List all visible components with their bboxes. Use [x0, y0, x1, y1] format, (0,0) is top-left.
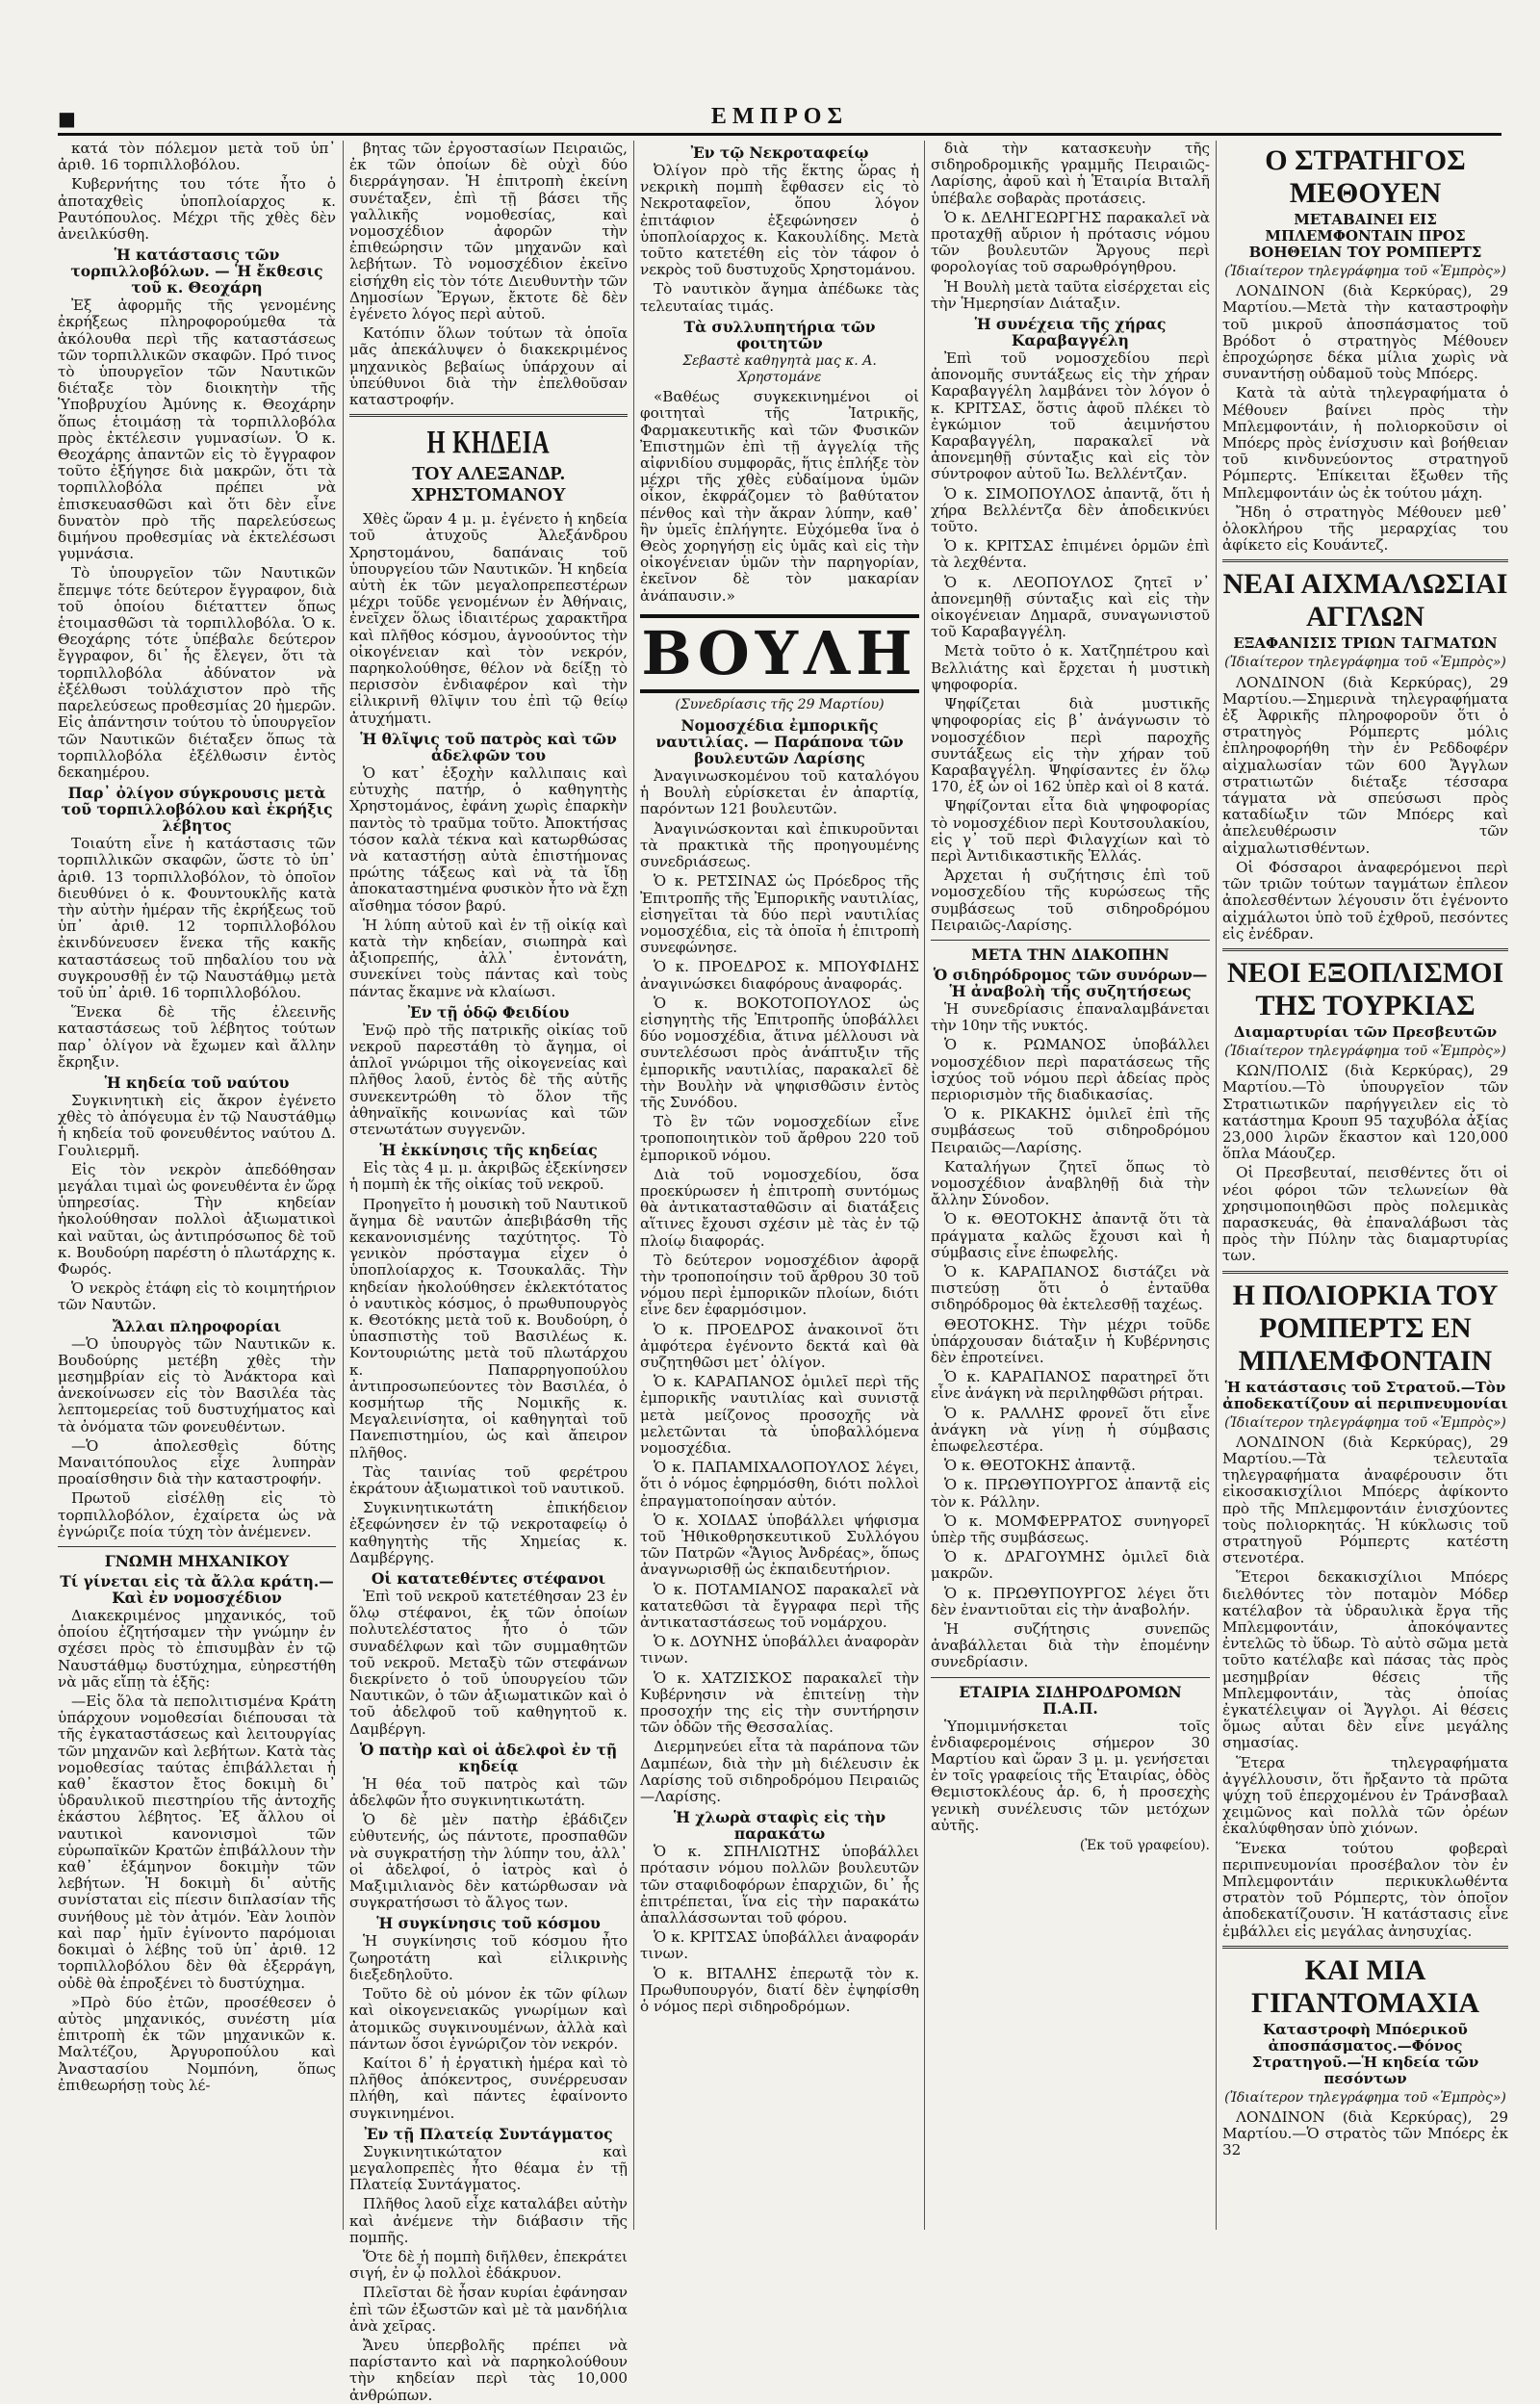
- paragraph: Ὁ κ. ΒΙΤΑΛΗΣ ἐπερωτᾷ τὸν κ. Πρωθυπουργόν, διατί δὲν ἐψηφίσθη ὁ νόμος περὶ σιδηροδρόμων.: [640, 1964, 919, 2016]
- news-headline: Ο ΣΤΡΑΤΗΓΟΣ ΜΕΘΟΥΕΝ: [1265, 144, 1466, 209]
- paragraph: ΘΕΟΤΟΚΗΣ. Τὴν μέχρι τοῦδε ὑπάρχουσαν διάταξιν ἡ Κυβέρνησις δὲν ἐπροτείνει.: [931, 1315, 1210, 1366]
- paragraph: Ὁ νεκρὸς ἐτάφη εἰς τὸ κοιμητήριον τῶν Ναυτῶν.: [58, 1280, 336, 1314]
- paragraph: Οἱ Φόσσαροι ἀναφερόμενοι περὶ τῶν τριῶν τούτων ταγμάτων ἐπλεον ἀπολεσθέντων λέγουσιν ὅτι ἐγένοντο αἰχμάλωτοι ὑπὸ τοῦ ἐχθροῦ, πεσόντες εἰς ἐνέδραν.: [1222, 858, 1508, 943]
- paragraph: Πλεῖσται δὲ ἦσαν κυρίαι ἐφάνησαν ἐπὶ τῶν ἐξωστῶν καὶ μὲ τὰ μανδήλια ἀνὰ χεῖρας.: [349, 2284, 628, 2335]
- paragraph: Ὁ κ. ΡΑΛΛΗΣ φρονεῖ ὅτι εἶνε ἀνάγκη νὰ γίνῃ ἡ σύμβασις ἐπωφελεστέρα.: [931, 1404, 1210, 1456]
- paragraph: Ὁ κ. ΔΕΛΗΓΕΩΡΓΗΣ παρακαλεῖ νὰ προταχθῇ αὔριον ἡ πρότασις νόμου τῶν βουλευτῶν Ἄργους περὶ φορολογίας τοῦ σαρωθρόγηθρου.: [931, 208, 1210, 276]
- paragraph: Τοιαύτη εἶνε ἡ κατάστασις τῶν τορπιλλικῶν σκαφῶν, ὥστε τὸ ὑπ᾽ ἀριθ. 13 τορπιλλοβόλον, τὸ ὁποῖον διευθύνει ὁ κ. Φουντουκλῆς κατὰ τὴν αὐτὴν ἡμέραν τῆς ἐκρήξεως τοῦ ὑπ᾽ ἀριθ. 12 τορπιλλοβόλου ἐκινδύνευσεν ἕνεκα τῆς κακῆς καταστάσεως τοῦ πηδαλίου του νὰ συγκρουσθῇ ἐν τῷ Ναυστάθμῳ μετὰ τοῦ ὑπ᾽ ἀριθ. 16 τορπιλλοβόλου.: [58, 835, 336, 1001]
- paragraph: Πρωτοῦ εἰσέλθῃ εἰς τὸ τορπιλλοβόλον, ἐχαίρετα ὡς νὰ ἐγνώριζε ποία τύχη τὸν ἀνέμενεν.: [58, 1489, 336, 1540]
- paragraph: Χθὲς ὥραν 4 μ. μ. ἐγένετο ἡ κηδεία τοῦ ἀτυχοῦς Ἀλεξάνδρου Χρηστομάνου, δαπάναις τοῦ ὑπουργείου τῶν Ναυτικῶν. Ἡ κηδεία αὐτὴ ἐκ τῶν μεγαλοπρεπεστέρων μέχρι τοῦδε γενομένων ἐν Ἀθήναις, ἐνεῖχεν ὅλως ἰδιαιτέρως χαρακτῆρα καὶ πλῆθος κόσμου, ἀγνοούντος τὴν οἰκογένειαν καὶ τὸν νεκρόν, παρηκολούθησε, θέλον νὰ δείξῃ τὸ περισσὸν ἐνδιαφέρον καὶ τὴν εἰλικρινῆ θλῖψιν του ἐπὶ τῷ θείῳ ἀτυχήματι.: [349, 510, 628, 727]
- news-subheadline: ΜΕΤΑΒΑΙΝΕΙ ΕΙΣ ΜΠΛΕΜΦΟΝΤΑΙΝ ΠΡΟΣ ΒΟΗΘΕΙΑΝ ΤΟΥ ΡΟΜΠΕΡΤΣ: [1248, 211, 1482, 261]
- news-subheadline: Καταστροφὴ Μπόερικοῦ ἀποσπάσματος.—Φόνος Στρατηγοῦ.—Ἡ κηδεία τῶν πεσόντων: [1251, 2020, 1479, 2087]
- paragraph: Ὁ κ. ΘΕΟΤΟΚΗΣ ἀπαντᾷ ὅτι τὰ πράγματα καλῶς ἔχουσι καὶ ἡ σύμβασις εἶνε ἐπωφελής.: [931, 1210, 1210, 1261]
- paragraph: Ἡ συνεδρίασις ἐπαναλαμβάνεται τὴν 10ην τῆς νυκτός.: [931, 999, 1210, 1035]
- paragraph: —Ὁ ὑπουργὸς τῶν Ναυτικῶν κ. Βουδούρης μετέβη χθὲς τὴν μεσημβρίαν εἰς τὸ Ἀνάκτορα καὶ ἀνεκοίνωσεν εἰς τὸν Βασιλέα τὰς λεπτομερείας τοῦ δυστυχήματος καὶ τὰ ὀνόματα τῶν φονευθέντων.: [58, 1334, 336, 1435]
- paragraph: Ὁ κ. ΠΡΩΘΥΠΟΥΡΓΟΣ ἀπαντᾷ εἰς τὸν κ. Ράλλην.: [931, 1476, 1210, 1511]
- paragraph: Τὸ ναυτικὸν ἄγημα ἀπέδωκε τὰς τελευταίας τιμάς.: [640, 280, 919, 315]
- paragraph: Ἐπὶ τοῦ νομοσχεδίου περὶ ἀπονομῆς συντάξεως εἰς τὴν χήραν Καραβαγγέλη λαμβάνει τὸν λόγον ὁ κ. ΚΡΙΤΣΑΣ, ὅστις ἀφοῦ πλέκει τὸ ἐγκώμιον τοῦ ἀειμνήστου Καραβαγγέλη, παρακαλεῖ νὰ ἀπονεμηθῇ σύνταξις καὶ εἰς τὸν σύντροφον αὐτοῦ Ἰω. Βελλέντζαν.: [931, 349, 1210, 483]
- paragraph: Συγκινητικωτάτη ἐπικήδειον ἐξεφώνησεν ἐν τῷ νεκροταφείῳ ὁ καθηγητὴς τῆς Χημείας κ. Δαμβέργης.: [349, 1499, 628, 1566]
- paragraph: Ὁ κ. ΜΟΜΦΕΡΡΑΤΟΣ συνηγορεῖ ὑπὲρ τῆς συμβάσεως.: [931, 1512, 1210, 1547]
- paragraph: βητας τῶν ἐργοστασίων Πειραιῶς, ἐκ τῶν ὁποίων δὲ οὐχὶ δύο διερράγησαν. Ἡ ἐπιτροπὴ ἐκείνη συνέταξεν, ἐπὶ τῇ βάσει τῆς γαλλικῆς νομοθεσίας, καὶ νομοσχέδιον ἀφορῶν τὴν ἐπιθεώρησιν τῶν μηχανῶν καὶ λεβήτων. Τὸ νομοσχέδιον ἐκεῖνο εἰσήχθη εἰς τὸν τότε Διευθυντὴν τῶν Δημοσίων Ἔργων, ἔκτοτε δὲ δὲν ἐγένετο λόγος περὶ αὐτοῦ.: [349, 140, 628, 323]
- paragraph: Τὰς ταινίας τοῦ φερέτρου ἐκράτουν ἀξιωματικοὶ τοῦ ναυτικοῦ.: [349, 1462, 628, 1498]
- section-heading: Ἐν τῇ ὁδῷ Φειδίου: [407, 1002, 570, 1021]
- paragraph: Τὸ ὑπουργεῖον τῶν Ναυτικῶν ἔπεμψε τότε δεύτερον ἔγγραφον, διὰ τοῦ ὁποίου διέταττεν ὅπως ἑτοιμασθῶσι τὰ τορπιλλοβόλα. Ὁ κ. Θεοχάρης τότε ὑπέβαλε δεύτερον ἔγγραφον, δι᾽ ἧς ἔλεγεν, ὅτι τὰ τορπιλλοβόλα ἀδύνατον νὰ ἐξέλθωσι τοὐλάχιστον πρὸ τῆς παρελεύσεως προθεσμίας 20 ἡμερῶν. Εἰς ἀπάντησιν τούτου τὸ ὑπουργεῖον τῶν Ναυτικῶν διέταξεν ὅπως τὰ τορπιλλοβόλα ἐξέλθωσιν ἐντὸς δεκαημέρου.: [58, 564, 336, 781]
- paragraph: κατά τὸν πόλεμον μετὰ τοῦ ὑπ᾽ ἀριθ. 16 τορπιλλοβόλου.: [58, 140, 336, 174]
- paragraph: Διακεκριμένος μηχανικός, τοῦ ὁποίου ἐζητήσαμεν τὴν γνώμην ἐν σχέσει πρὸς τὸ ἐπισυμβὰν ἐν τῷ Ναυστάθμῳ δυστύχημα, εὐηρεστήθη νὰ μᾶς εἴπῃ τὰ ἑξῆς:: [58, 1607, 336, 1691]
- paragraph: Ἀρχεται ἡ συζήτησις ἐπὶ τοῦ νομοσχεδίου τῆς κυρώσεως τῆς συμβάσεως τοῦ σιδηροδρόμου Πειραιῶς-Λαρίσης.: [931, 866, 1210, 934]
- paragraph: Ὁ κ. ΠΡΟΕΔΡΟΣ κ. ΜΠΟΥΦΙΔΗΣ ἀναγινώσκει διαφόρους ἀναφοράς.: [640, 958, 919, 993]
- subheading: (Ἰδιαίτερον τηλεγράφημα τοῦ «Ἐμπρὸς»): [1224, 1043, 1506, 1059]
- paragraph: Ὁ κ. ΒΟΚΟΤΟΠΟΥΛΟΣ ὡς εἰσηγητὴς τῆς Ἐπιτροπῆς ὑποβάλλει δύο νομοσχέδια, ἅτινα μέλλουσι νὰ συντελέσωσι πρὸς ἀνάπτυξιν τῆς ἐμπορικῆς ναυτιλίας, παρακαλεῖ δὲ τὴν Βουλὴν νὰ ψηφισθῶσιν ἐντὸς τῆς Συνόδου.: [640, 994, 919, 1111]
- news-headline: ΚΑΙ ΜΙΑ ΓΙΓΑΝΤΟΜΑΧΙΑ: [1250, 1953, 1479, 2019]
- paragraph: Ἐνῷ πρὸ τῆς πατρικῆς οἰκίας τοῦ νεκροῦ παρεστάθη τὸ ἄγημα, οἱ ἁπλοῖ γνώριμοι τῆς οἰκογενείας καὶ πλῆθος λαοῦ, ἐντὸς δὲ τῆς αὐτῆς συνεκεντρώθη τὸ ὅλον τῆς ἀθηναϊκῆς κοινωνίας καὶ τῶν στενωτάτων συγγενῶν.: [349, 1021, 628, 1138]
- section-heading: Ὁ σιδηρόδρομος τῶν συνόρων—Ἡ ἀναβολὴ τῆς συζητήσεως: [933, 965, 1208, 1000]
- paragraph: Ἡ Βουλὴ μετὰ ταῦτα εἰσέρχεται εἰς τὴν Ἡμερησίαν Διάταξιν.: [931, 277, 1210, 312]
- subheading: (Συνεδρίασις τῆς 29 Μαρτίου): [675, 696, 885, 712]
- newspaper-title: ΕΜΠΡΟΣ: [710, 104, 849, 129]
- paragraph: Ὁ κ. ΚΡΙΤΣΑΣ ὑποβάλλει ἀναφοράν τινων.: [640, 1928, 919, 1963]
- paragraph: Ὁ κ. ΚΡΙΤΣΑΣ ἐπιμένει ὁρμῶν ἐπὶ τὰ λεχθέντα.: [931, 537, 1210, 572]
- paragraph: Ὁ κ. ΔΟΥΝΗΣ ὑποβάλλει ἀναφορὰν τινων.: [640, 1633, 919, 1667]
- paragraph: Ψηφίζονται εἶτα διὰ ψηφοφορίας τὸ νομοσχέδιον περὶ Κουτσουλακίου, εἰς γ᾽ τοῦ περὶ Φιλαγχίων καὶ τὸ περὶ Ἀντιδικαστικῆς Ἑλλάς.: [931, 797, 1210, 865]
- section-heading: Ἡ κηδεία τοῦ ναύτου: [104, 1073, 290, 1092]
- subheading: (Ἰδιαίτερον τηλεγράφημα τοῦ «Ἐμπρὸς»): [1224, 655, 1506, 671]
- paragraph: Ὁ κ. ΚΑΡΑΠΑΝΟΣ παρατηρεῖ ὅτι εἶνε ἀνάγκη νὰ περιληφθῶσι ρήτραι.: [931, 1368, 1210, 1403]
- section-heading: Τὰ συλλυπητήρια τῶν φοιτητῶν: [683, 317, 876, 352]
- paragraph: Ὁ κ. ΠΡΟΕΔΡΟΣ ἀνακοινοῖ ὅτι ἀμφότερα ἐγένοντο δεκτά καὶ θὰ συζητηθῶσι μετ᾽ ὀλίγον.: [640, 1320, 919, 1371]
- paragraph: Συγκινητικὴ εἰς ἄκρον ἐγένετο χθὲς τὸ ἀπόγευμα ἐν τῷ Ναυστάθμῳ ἡ κηδεία τοῦ φονευθέντος ναύτου Δ. Γουλιερμῆ.: [58, 1091, 336, 1159]
- paragraph: Ὁ κ. ΣΙΜΟΠΟΥΛΟΣ ἀπαντᾷ, ὅτι ἡ χήρα Βελλέντζα δὲν ἀποδεικνύει τοῦτο.: [931, 484, 1210, 536]
- columns: [58, 140, 1508, 2404]
- paragraph: Ὁ δὲ μὲν πατὴρ ἐβάδιζεν εὐθυτενής, ὡς πάντοτε, προσπαθῶν νὰ συγκρατήσῃ τὴν λύπην του, ἀλλ᾽ οἱ ἀδελφοί, ὁ ἰατρὸς καὶ ὁ Μαξιμιλιανὸς δὲν κατώρθωσαν νὰ συγκρατήσωσι τὸ ἄλγος των.: [349, 1811, 628, 1912]
- section-heading: Ἡ θλῖψις τοῦ πατρὸς καὶ τῶν ἀδελφῶν του: [360, 729, 617, 764]
- double-divider: [1222, 559, 1508, 562]
- paragraph: Οἱ Πρεσβευταί, πεισθέντες ὅτι οἱ νέοι φόροι τῶν τελωνείων θὰ χρησιμοποιηθῶσι πρὸς πολεμικὰς παρασκευάς, θὰ ἐπαναλάβωσι τὰς πρὸς τὴν Πύλην τὰς διαμαρτυρίας των.: [1222, 1164, 1508, 1265]
- paragraph: ΛΟΝΔΙΝΟΝ (διὰ Κερκύρας), 29 Μαρτίου.—Τὰ τελευταῖα τηλεγραφήματα ἀναφέρουσιν ὅτι εἰκοσακισχίλιοι Μπόερς ἀφίκοντο πρὸ τῆς Μπλεμφοντάιν ἐνισχύοντες τοὺς πολιορκητάς. Ἡ κύκλωσις τοῦ στρατηγοῦ Ρόμπερτς κατέστη στενοτέρα.: [1222, 1433, 1508, 1567]
- section-heading: Ἡ χλωρὰ σταφὶς εἰς τὴν παρακάτω: [673, 1808, 886, 1844]
- section-heading: Ἡ συνέχεια τῆς χήρας Καραβαγγέλη: [974, 315, 1167, 350]
- column-1: [58, 141, 342, 2230]
- divider: [58, 1546, 336, 1547]
- paragraph: Μετὰ τοῦτο ὁ κ. Χατζηπέτρου καὶ Βελλιάτης καὶ ἔρχεται ἡ μυστικὴ ψηφοφορία.: [931, 642, 1210, 693]
- paragraph: Κατόπιν ὅλων τούτων τὰ ὁποῖα μᾶς ἀπεκάλυψεν ὁ διακεκριμένος μηχανικὸς βεβαίως ὑπάρχουν αἱ ὑπεύθυνοι διὰ τὴν ἐπελθοῦσαν καταστροφήν.: [349, 324, 628, 409]
- paragraph: Πλῆθος λαοῦ εἶχε καταλάβει αὐτὴν καὶ ἀνέμενε τὴν διάβασιν τῆς πομπῆς.: [349, 2195, 628, 2246]
- section-heading: Ἄλλαι πληροφορίαι: [112, 1316, 282, 1335]
- section-heading: ΓΝΩΜΗ ΜΗΧΑΝΙΚΟΥ: [104, 1552, 290, 1571]
- section-heading: Νομοσχέδια ἐμπορικῆς ναυτιλίας. — Παράπονα τῶν βουλευτῶν Λαρίσης: [655, 716, 904, 768]
- double-divider: [1222, 948, 1508, 951]
- headline-sub: ΤΟΥ ΑΛΕΞΑΝΔΡ. ΧΡΗΣΤΟΜΑΝΟΥ: [410, 463, 567, 506]
- section-heading: Ἐν τῇ Πλατείᾳ Συντάγματος: [364, 2124, 613, 2143]
- paragraph: ΛΟΝΔΙΝΟΝ (διὰ Κερκύρας), 29 Μαρτίου.—Μετὰ τὴν καταστροφὴν τοῦ μικροῦ ἀποσπάσματος τοῦ Βρόδοτ ὁ στρατηγὸς Μέθουεν ἐπροχώρησε δέκα μίλια χωρὶς νὰ συναντήσῃ οὐδαμοῦ τοὺς Μπόερς.: [1222, 282, 1508, 383]
- section-heading: ΜΕΤΑ ΤΗΝ ΔΙΑΚΟΠΗΝ: [971, 944, 1169, 964]
- paragraph: Ἄνευ ὑπερβολῆς πρέπει νὰ παρίσταντο καὶ νὰ παρηκολούθουν τὴν κηδείαν περὶ τὰς 10,000 ἀνθρώπων.: [349, 2336, 628, 2404]
- paragraph: Ἐπὶ τοῦ νεκροῦ κατετέθησαν 23 ἐν ὅλῳ στέφανοι, ἐκ τῶν ὁποίων πολυτελέστατος ἦτο ὁ τῶν συναδέλφων καὶ τῶν συμμαθητῶν τοῦ νεκροῦ. Μεταξὺ τῶν στεφάνων διεκρίνετο ὁ τοῦ ὑπουργείου τῶν Ναυτικῶν, ὁ τῶν ἀξιωματικῶν καὶ ὁ τοῦ ἀδελφοῦ τοῦ καθηγητοῦ κ. Δαμβέργη.: [349, 1588, 628, 1738]
- news-headline: ΝΕΑΙ ΑΙΧΜΑΛΩΣΙΑΙ ΑΓΓΛΩΝ: [1222, 568, 1508, 633]
- section-heading: Τί γίνεται εἰς τὰ ἄλλα κράτη.—Καὶ ἐν νομοσχέδιον: [60, 1572, 334, 1608]
- paragraph: Ὁ κ. ΠΑΠΑΜΙΧΑΛΟΠΟΥΛΟΣ λέγει, ὅτι ὁ νόμος ἐφηρμόσθη, διότι πολλοὶ ἐπραγματοποίησαν αὐτόν.: [640, 1459, 919, 1510]
- paragraph: Τοῦτο δὲ οὐ μόνον ἐκ τῶν φίλων καὶ οἰκογενειακῶς γνωρίμων καὶ ἀτομικῶς συγκινουμένων, ἀλλὰ καὶ πάντων ὅσοι ἐγνώριζον τὸν νεκρόν.: [349, 1985, 628, 2053]
- paragraph: Τὸ δεύτερον νομοσχέδιον ἀφορᾷ τὴν τροποποίησιν τοῦ ἄρθρου 30 τοῦ νόμου περὶ ἐμπορικῶν πλοίων, διότι εἶνε δεν ἐφαρμόσιμον.: [640, 1251, 919, 1319]
- paragraph: Ὁ κ. ΘΕΟΤΟΚΗΣ ἀπαντᾷ.: [944, 1457, 1136, 1475]
- paragraph: Ἀναγινωσκομένου τοῦ καταλόγου ἡ Βουλὴ εὑρίσκεται ἐν ἀπαρτίᾳ, παρόντων 121 βουλευτῶν.: [640, 767, 919, 818]
- paragraph: Ὁ κ. ΚΑΡΑΠΑΝΟΣ ὁμιλεῖ περὶ τῆς ἐμπορικῆς ναυτιλίας καὶ συνιστᾷ μετὰ μείζονος προσοχῆς νὰ μελετῶνται τὰ ὑποβαλλόμενα νομοσχέδια.: [640, 1373, 919, 1457]
- double-divider: [1222, 1271, 1508, 1274]
- column-3: [633, 141, 925, 2230]
- column-5: [1216, 141, 1508, 2230]
- paragraph: Τὸ ἓν τῶν νομοσχεδίων εἶνε τροποποιητικὸν τοῦ ἄρθρου 220 τοῦ ἐμπορικοῦ νόμου.: [640, 1113, 919, 1164]
- paragraph: Ὁ κ. ΡΕΤΣΙΝΑΣ ὡς Πρόεδρος τῆς Ἐπιτροπῆς τῆς Ἐμπορικῆς ναυτιλίας, εἰσηγεῖται τὰ δύο περὶ ναυτιλίας νομοσχέδια, εἰς τὰ ὁποῖα ἡ ἐπιτροπὴ συνεφώνησε.: [640, 872, 919, 957]
- paragraph: Καίτοι δ᾽ ἡ ἐργατικὴ ἡμέρα καὶ τὸ πλῆθος ἀπόκεντρος, συνέρρευσαν πλήθη, καὶ πάντες ἐφαίνοντο συγκινημένοι.: [349, 2054, 628, 2122]
- subheading: (Ἰδιαίτερον τηλεγράφημα τοῦ «Ἐμπρὸς»): [1224, 2089, 1506, 2106]
- paragraph: Συγκινητικώτατον καὶ μεγαλοπρεπὲς ἦτο θέαμα ἐν τῇ Πλατείᾳ Συντάγματος.: [349, 2142, 628, 2194]
- masthead: [58, 104, 1502, 136]
- paragraph: —Εἰς ὅλα τὰ πεπολιτισμένα Κράτη ὑπάρχουν νομοθεσίαι διέπουσαι τὰ τῆς ἐγκαταστάσεως καὶ λειτουργίας τῶν μηχανῶν καὶ λεβήτων. Κατὰ τὰς νομοθεσίας ταύτας ἐπιβάλλεται ἡ καθ᾽ ἕκαστον ἔτος δοκιμὴ δι᾽ ὑδραυλικοῦ πιεστηρίου τῆς ἀντοχῆς ἑκάστου λέβητος. Ἐξ ἄλλου οἱ ναυτικοὶ κανονισμοὶ τῶν εὐρωπαϊκῶν Κρατῶν ἐπιβάλλουν τὴν καθ᾽ ἑξάμηνον δοκιμὴν τῶν λεβήτων. Ἡ δοκιμὴ δι᾽ αὐτῆς συνίσταται εἰς πίεσιν διπλασίαν τῆς συνήθους μὲ τὸν ἀτμόν. Ἐὰν λοιπὸν καὶ παρ᾽ ἡμῖν ἐγίνοντο παρόμοιαι δοκιμαὶ ὁ λέβης τοῦ ὑπ᾽ ἀριθ. 12 τορπιλλοβόλου δὲν θὰ ἐξερράγη, οὐδὲ θὰ ἐπροξένει τὸ δυστύχημα.: [58, 1693, 336, 1992]
- news-subheadline: Ἡ κατάστασις τοῦ Στρατοῦ.—Τὸν ἀποδεκατίζουν αἱ περιπνευμονίαι: [1222, 1378, 1508, 1412]
- paragraph: Ὁ κατ᾽ ἐξοχὴν καλλιπαις καὶ εὐτυχὴς πατήρ, ὁ καθηγητὴς Χρηστομάνος, ἐφάνη χωρὶς ἐπαρκὴν παντὸς τὸ τραῦμα τοῦτο. Ἀποκτήσας τόσον καλὰ τέκνα καὶ κατωρθώσας νὰ καταστήσῃ αὐτὰ ἐπιστήμονας πρώτης τάξεως καὶ νὰ τὰ ἴδῃ ἀποκαταστημένα φυσικὸν ἦτο νὰ ἔχῃ αἴσθημα τόσον βαρύ.: [349, 763, 628, 915]
- paragraph: ΚΩΝ/ΠΟΛΙΣ (διὰ Κερκύρας), 29 Μαρτίου.—Τὸ ὑπουργεῖον τῶν Στρατιωτικῶν παρήγγειλεν εἰς τὸ κατάστημα Κρουπ 95 ταχυβόλα ἀξίας 23,000 λιρῶν ἕκαστον καὶ 120,000 ὅπλα Μάουζερ.: [1222, 1062, 1508, 1163]
- news-subheadline: ΕΞΑΦΑΝΙΣΙΣ ΤΡΙΩΝ ΤΑΓΜΑΤΩΝ: [1233, 634, 1498, 653]
- paragraph: Ἡ θέα τοῦ πατρὸς καὶ τῶν ἀδελφῶν ἦτο συγκινητικωτάτη.: [349, 1774, 628, 1810]
- double-divider: [1222, 1946, 1508, 1949]
- section-heading: Ἡ συγκίνησις τοῦ κόσμου: [376, 1914, 601, 1933]
- section-banner: ΒΟΥΛΗ: [640, 614, 919, 693]
- column-4: [924, 141, 1216, 2230]
- paragraph: Ὁ κ. ΧΟΙΔΑΣ ὑποβάλλει ψήφισμα τοῦ Ἠθικοθρησκευτικοῦ Συλλόγου τῶν Πατρῶν «Ἅγιος Ἀνδρέας», ὅπως ἀναγνωρισθῇ ὡς ἐκπαιδευτήριον.: [640, 1511, 919, 1579]
- paragraph: Ἕτερα τηλεγραφήματα ἀγγέλλουσιν, ὅτι ἤρξαντο τὰ πρῶτα ψύχη τοῦ ἐπερχομένου ἐν Τράνσβααλ χειμῶνος καὶ πολλὰ τῶν ὀρέων ἐκαλύφθησαν ὑπὸ χιόνων.: [1222, 1753, 1508, 1838]
- column-2: [343, 140, 633, 2404]
- paragraph: Ψηφίζεται διὰ μυστικῆς ψηφοφορίας εἰς β᾽ ἀνάγνωσιν τὸ νομοσχέδιον περὶ παροχῆς συντάξεως εἰς τὴν χήραν τοῦ Καραβαγγέλη. Ψηφίσαντες ἐν ὅλῳ 170, ἐξ ὧν οἱ 162 ὑπὲρ καὶ οἱ 8 κατά.: [931, 695, 1210, 796]
- paragraph: Ἡ συζήτησις συνεπῶς ἀναβάλλεται διὰ τὴν ἐπομένην συνεδρίασιν.: [931, 1620, 1210, 1671]
- paragraph: Ἕτεροι δεκακισχίλιοι Μπόερς διελθόντες τὸν ποταμὸν Μόδερ κατέλαβον τὰ ὑδραυλικὰ ἔργα τῆς Μπλεμφοντάιν, ἀποκόψαντες ἐντελῶς τὸ ὕδωρ. Τὸ αὐτὸ σῶμα μετὰ τοῦτο κατέλαβε καὶ πάσας τὰς πρὸς μεσημβρίαν θέσεις τῆς Μπλεμφοντάιν, τὰς ὁποίας ἐγκατέλειψαν οἱ Ἄγγλοι. Αἱ θέσεις ὅμως αὗται δὲν εἶνε μεγάλης σημασίας.: [1222, 1568, 1508, 1752]
- paragraph: Κυβερνήτης του τότε ἦτο ὁ ἀποταχθεὶς ὑποπλοίαρχος κ. Ραυτόπουλος. Μέχρι τῆς χθὲς δὲν ἀνειλκύσθη.: [58, 175, 336, 244]
- double-divider: [349, 414, 628, 417]
- paragraph: Ὁ κ. ΚΑΡΑΠΑΝΟΣ διστάζει νὰ πιστεύσῃ ὅτι ὁ ἐνταῦθα σιδηρόδρομος θὰ ἐκτελεσθῇ ταχέως.: [931, 1262, 1210, 1314]
- section-heading: Ἡ κατάστασις τῶν τορπιλλοβόλων. — Ἡ ἔκθεσις τοῦ κ. Θεοχάρη: [70, 246, 323, 297]
- paragraph: »Πρὸ δύο ἐτῶν, προσέθεσεν ὁ αὐτὸς μηχανικός, συνέστη μία ἐπιτροπὴ ἐκ τῶν μηχανικῶν κ. Μαλτέζου, Ἀργυροπούλου καὶ Ἀναστασίου Νομπόνη, ὅπως ἐπιθεωρήσῃ τοὺς λέ-: [58, 1993, 336, 2094]
- paragraph: Ἐξ ἀφορμῆς τῆς γενομένης ἐκρήξεως πληροφορούμεθα τὰ ἀκόλουθα περὶ τῆς καταστάσεως τῶν τορπιλλικῶν σκαφῶν. Πρό τινος τὸ ὑπουργεῖον τῶν Ναυτικῶν διέταξε τὸν διοικητὴν τῆς Ὑποβρυχίου Ἀμύνης κ. Θεοχάρην ὅπως ἑτοιμάσῃ τὰ τορπιλλοβόλα πρὸς ἐκτέλεσιν γυμνασίων. Ὁ κ. Θεοχάρης ἀπαντῶν εἰς τὸ ἔγγραφον τοῦτο ἐξήγησε διὰ μακρῶν, ὅτι τὰ τορπιλλοβόλα πρέπει νὰ ἐπισκευασθῶσι καὶ ὅτι δὲν εἶνε δυνατὸν πρὸ τῆς παρελεύσεως διμήνου προθεσμίας νὰ ἐκτελέσωσι γυμνάσια.: [58, 297, 336, 563]
- section-heading: Ἡ ἐκκίνησις τῆς κηδείας: [379, 1141, 598, 1160]
- paragraph: Ἕνεκα τούτου φοβεραὶ περιπνευμονίαι προσέβαλον τὸν ἐν Μπλεμφοντάιν περικυκλωθέντα στρατὸν τοῦ Ρόμπερτς, τὸν ὁποῖον ἀποδεκατίζουσιν. Ἡ κατάστασις εἶνε ἐμβάλλει εἰς μεγάλας ἀνησυχίας.: [1222, 1839, 1508, 1940]
- divider: [931, 1677, 1210, 1678]
- paragraph: διὰ τὴν κατασκευὴν τῆς σιδηροδρομικῆς γραμμῆς Πειραιῶς-Λαρίσης, ἀφοῦ καὶ ἡ Ἑταιρία Βιταλῆ ὑπέβαλε σοβαρὰς προτάσεις.: [931, 140, 1210, 207]
- news-headline: Η ΠΟΛΙΟΡΚΙΑ ΤΟΥ ΡΟΜΠΕΡΤΣ ΕΝ ΜΠΛΕΜΦΟΝΤΑΙΝ: [1232, 1279, 1499, 1377]
- paragraph: Ἡ συγκίνησις τοῦ κόσμου ἦτο ζωηροτάτη καὶ εἰλικρινὴς διεξεδηλοῦτο.: [349, 1932, 628, 1983]
- paragraph: Ὁ κ. ΛΕΟΠΟΥΛΟΣ ζητεῖ ν᾽ ἀπονεμηθῇ σύνταξις καὶ εἰς τὴν οἰκογένειαν Δημαρᾶ, συναγωνιστοῦ τοῦ Καραβαγγέλη.: [931, 573, 1210, 641]
- paragraph: Ἡ λύπη αὐτοῦ καὶ ἐν τῇ οἰκίᾳ καὶ κατὰ τὴν κηδείαν, σιωπηρὰ καὶ ἀξιοπρεπής, ἀλλ᾽ ἐντονάτη, συνεκίνει τοὺς πάντας καὶ τοὺς πάντας ἔκαμνε νὰ κλαίωσι.: [349, 916, 628, 1000]
- paragraph: Ὁ κ. ΠΟΤΑΜΙΑΝΟΣ παρακαλεῖ νὰ κατατεθῶσι τὰ ἔγγραφα περὶ τῆς ἀντικαταστάσεως τοῦ νομάρχου.: [640, 1580, 919, 1632]
- paragraph: Ὀλίγον πρὸ τῆς ἕκτης ὥρας ἡ νεκρικὴ πομπὴ ἔφθασεν εἰς τὸ Νεκροταφεῖον, ὅπου λόγον ἐπιτάφιον ἐξεφώνησεν ὁ ὑποπλοίαρχος κ. Κακουλίδης. Μετὰ τοῦτο κατετέθη εἰς τὸν τάφον ὁ νεκρὸς τοῦ δυστυχοῦς Χρηστομάνου.: [640, 162, 919, 279]
- news-subheadline: Διαμαρτυρίαι τῶν Πρεσβευτῶν: [1233, 1022, 1498, 1041]
- paragraph: Ἕνεκα δὲ τῆς ἐλεεινῆς καταστάσεως τοῦ λέβητος τούτων παρ᾽ ὀλίγον νὰ ἔχωμεν καὶ ἄλλην ἔκρηξιν.: [58, 1003, 336, 1071]
- headline: Η ΚΗΔΕΙΑ: [426, 425, 551, 461]
- paragraph: Ὁ κ. ΧΑΤΖΙΣΚΟΣ παρακαλεῖ τὴν Κυβέρνησιν νὰ ἐπιτείνῃ τὴν προσοχήν της εἰς τὴν συντήρησιν τῶν ὁδῶν τῆς Θεσσαλίας.: [640, 1668, 919, 1737]
- paragraph: «Βαθέως συγκεκινημένοι οἱ φοιτηταὶ τῆς Ἰατρικῆς, Φαρμακευτικῆς καὶ τῶν Φυσικῶν Ἐπιστημῶν ἐπὶ τῇ ἀγγελίᾳ τῆς αἰφνιδίου συμφορᾶς, ἥτις ἐπλήξε τὸν μέχρι τῆς χθὲς εὐδαίμονα ὑμῶν οἶκον, ἐκφράζομεν τὸ βαθύτατον πένθος καὶ τὴν ἄκραν λύπην, καθ᾽ ἣν ὑμεῖς ἐπλήγητε. Εὐχόμεθα ἵνα ὁ Θεὸς χορηγήσῃ εἰς ὑμᾶς καὶ εἰς τὴν οἰκογένειαν ὑμῶν τὴν παρηγορίαν, ἐκεῖνον δὲ τὸν μακαρίαν ἀνάπαυσιν.»: [640, 388, 919, 605]
- paragraph: Ἤδη ὁ στρατηγὸς Μέθουεν μεθ᾽ ὁλοκλήρου τῆς μεραρχίας του ἀφίκετο εἰς Κουάντεζ.: [1222, 503, 1508, 555]
- note: (Ἐκ τοῦ γραφείου).: [1079, 1838, 1210, 1854]
- paragraph: Προηγεῖτο ἡ μουσικὴ τοῦ Ναυτικοῦ ἄγημα δὲ ναυτῶν ἀπεβιβάσθη τῆς κεκανονισμένης ταχύτητος. Τὸ γενικὸν πρόσταγμα εἶχεν ὁ ὑποπλοίαρχος κ. Τσουκαλᾶς. Τὴν κηδείαν ἠκολούθησεν ἐκλεκτότατος ὁ ναυτικὸς κόσμος, ὁ πρωθυπουργὸς κ. Θεοτόκης μετὰ τοῦ κ. Βουδούρη, ὁ ὑπασπιστὴς τοῦ Βασιλέως κ. Κοντουριώτης μετὰ τοῦ πλωτάρχου κ. Παπαρρηγοπούλου ἀντιπροσωπεύοντες τὸν Βασιλέα, ὁ κοσμήτωρ τῆς Νομικῆς κ. Μεγαλεινίσητα, οἱ καθηγηταὶ τοῦ Πανεπιστημίου, ὡς καὶ ἄπειρον πλῆθος.: [349, 1195, 628, 1461]
- subheading: Σεβαστὲ καθηγητὰ μας κ. Α. Χρηστομάνε: [682, 352, 877, 386]
- masthead-mark: ■: [58, 107, 76, 130]
- section-heading: Οἱ κατατεθέντες στέφανοι: [371, 1569, 606, 1589]
- paragraph: Εἰς τὸν νεκρὸν ἀπεδόθησαν μεγάλαι τιμαὶ ὡς φονευθέντα ἐν ὥρᾳ ὑπηρεσίας. Τὴν κηδείαν ἠκολούθησαν πολλοὶ ἀξιωματικοὶ καὶ ναῦται, ὡς ἀντιπρόσωπος δὲ τοῦ κ. Βουδούρη παρέστη ὁ πλωτάρχης κ. Φωρός.: [58, 1160, 336, 1278]
- paragraph: Ὁ κ. ΣΠΗΛΙΩΤΗΣ ὑποβάλλει πρότασιν νόμου πολλῶν βουλευτῶν τῶν σταφιδοφόρων ἐπαρχιῶν, δι᾽ ἧς ἐπιτρέπεται, ἵνα εἰς τὴν παρακάτω ἀπαλλάσσωνται τοῦ φόρου.: [640, 1843, 919, 1927]
- paragraph: ΛΟΝΔΙΝΟΝ (διὰ Κερκύρας), 29 Μαρτίου.—Ὁ στρατὸς τῶν Μπόερς ἐκ 32: [1222, 2108, 1508, 2159]
- paragraph: Καταλήγων ζητεῖ ὅπως τὸ νομοσχέδιον ἀναβληθῇ διὰ τὴν ἄλλην Σύνοδον.: [931, 1157, 1210, 1209]
- paragraph: Ὁ κ. ΔΡΑΓΟΥΜΗΣ ὁμιλεῖ διὰ μακρῶν.: [931, 1548, 1210, 1583]
- section-heading: ΕΤΑΙΡΙΑ ΣΙΔΗΡΟΔΡΟΜΩΝ Π.Α.Π.: [959, 1682, 1182, 1718]
- paragraph: Κατὰ τὰ αὐτὰ τηλεγραφήματα ὁ Μέθουεν βαίνει πρὸς τὴν Μπλεμφοντάιν, ἡ πολιορκοῦσιν οἱ Μπόερς πρὸς ἐνίσχυσιν καὶ βοήθειαν τοῦ κινδυνεύοντος στρατηγοῦ Ρόμπερτς. Ἐπίκειται ἔξωθεν τῆς Μπλεμφοντάιν ὡς ἐκ τούτου μάχη.: [1222, 384, 1508, 502]
- paragraph: Ὁ κ. ΠΡΩΘΥΠΟΥΡΓΟΣ λέγει ὅτι δὲν ἐναντιοῦται εἰς τὴν ἀναβολήν.: [931, 1584, 1210, 1618]
- paragraph: Ὁ κ. ΡΙΚΑΚΗΣ ὁμιλεῖ ἐπὶ τῆς συμβάσεως τοῦ σιδηροδρόμου Πειραιῶς—Λαρίσης.: [931, 1105, 1210, 1156]
- section-heading: Ἐν τῷ Νεκροταφείῳ: [690, 143, 869, 162]
- paragraph: Ἀναγινώσκονται καὶ ἐπικυροῦνται τὰ πρακτικὰ τῆς προηγουμένης συνεδριάσεως.: [640, 819, 919, 871]
- section-heading: Παρ᾽ ὀλίγον σύγκρουσις μετὰ τοῦ τορπιλλοβόλου καὶ ἐκρήξις λέβητος: [61, 784, 333, 836]
- paragraph: Διὰ τοῦ νομοσχεδίου, ὅσα προεκύρωσεν ἡ ἐπιτροπὴ συντόμως θὰ ἀντικατασταθῶσιν αἱ διατάξεις αἵτινες ἔχουσι σχέσιν μὲ τὰς ἐν τῷ πλοίῳ διαφοράς.: [640, 1165, 919, 1250]
- paragraph: —Ὁ ἀπολεσθεὶς δύτης Μαναιτόπουλος εἶχε λυπηρὰν προαίσθησιν διὰ τὴν καταστροφήν.: [58, 1436, 336, 1488]
- subheading: (Ἰδιαίτερον τηλεγράφημα τοῦ «Ἐμπρὸς»): [1224, 264, 1506, 279]
- paragraph: ΛΟΝΔΙΝΟΝ (διὰ Κερκύρας), 29 Μαρτίου.—Σημερινὰ τηλεγραφήματα ἐξ Ἀφρικῆς πληροφοροῦν ὅτι ὁ στρατηγὸς Ρόμπερτς μόλις ἐπληροφορήθη τὴν ἐν Ρεδδοφέρν αἰχμαλωσίαν τῶν 600 Ἄγγλων στρατιωτῶν διέταξε τέσσαρα τάγματα νὰ σπεύσωσι πρὸς καταδίωξιν τῶν Μπόερς καὶ ἀπελευθέρωσιν τῶν αἰχμαλωτισθέντων.: [1222, 673, 1508, 857]
- section-heading: Ὁ πατὴρ καὶ οἱ ἀδελφοὶ ἐν τῇ κηδείᾳ: [359, 1740, 618, 1775]
- divider: [931, 940, 1210, 941]
- paragraph: Ὑπομιμνήσκεται τοῖς ἐνδιαφερομένοις σήμερον 30 Μαρτίου καὶ ὥραν 3 μ. μ. γενήσεται ἐν τοῖς γραφείοις τῆς Ἑταιρίας, ὁδὸς Θεμιστοκλέους ἀρ. 6, ἡ προσεχὴς γενικὴ συνέλευσις τῶν μετόχων αὐτῆς.: [931, 1717, 1210, 1834]
- news-headline: ΝΕΟΙ ΕΞΟΠΛΙΣΜΟΙ ΤΗΣ ΤΟΥΡΚΙΑΣ: [1226, 956, 1504, 1021]
- paragraph: Ὅτε δὲ ἡ πομπὴ διῆλθεν, ἐπεκράτει σιγή, ἐν ᾧ πολλοὶ ἐδάκρυον.: [349, 2247, 628, 2283]
- paragraph: Εἰς τὰς 4 μ. μ. ἀκριβῶς ἐξεκίνησεν ἡ πομπὴ ἐκ τῆς οἰκίας τοῦ νεκροῦ.: [349, 1159, 628, 1194]
- paragraph: Ὁ κ. ΡΩΜΑΝΟΣ ὑποβάλλει νομοσχέδιον περὶ παρατάσεως τῆς ἰσχύος τοῦ νόμου περὶ ἀδείας πρὸς περιορισμὸν τῆς διαδικασίας.: [931, 1036, 1210, 1103]
- subheading: (Ἰδιαίτερον τηλεγράφημα τοῦ «Ἐμπρὸς»): [1224, 1414, 1506, 1431]
- paragraph: Διερμηνεύει εἶτα τὰ παράπονα τῶν Δαμπέων, διὰ τὴν μὴ διέλευσιν ἐκ Λαρίσης τοῦ σιδηροδρόμου Πειραιῶς—Λαρίσης.: [640, 1738, 919, 1806]
